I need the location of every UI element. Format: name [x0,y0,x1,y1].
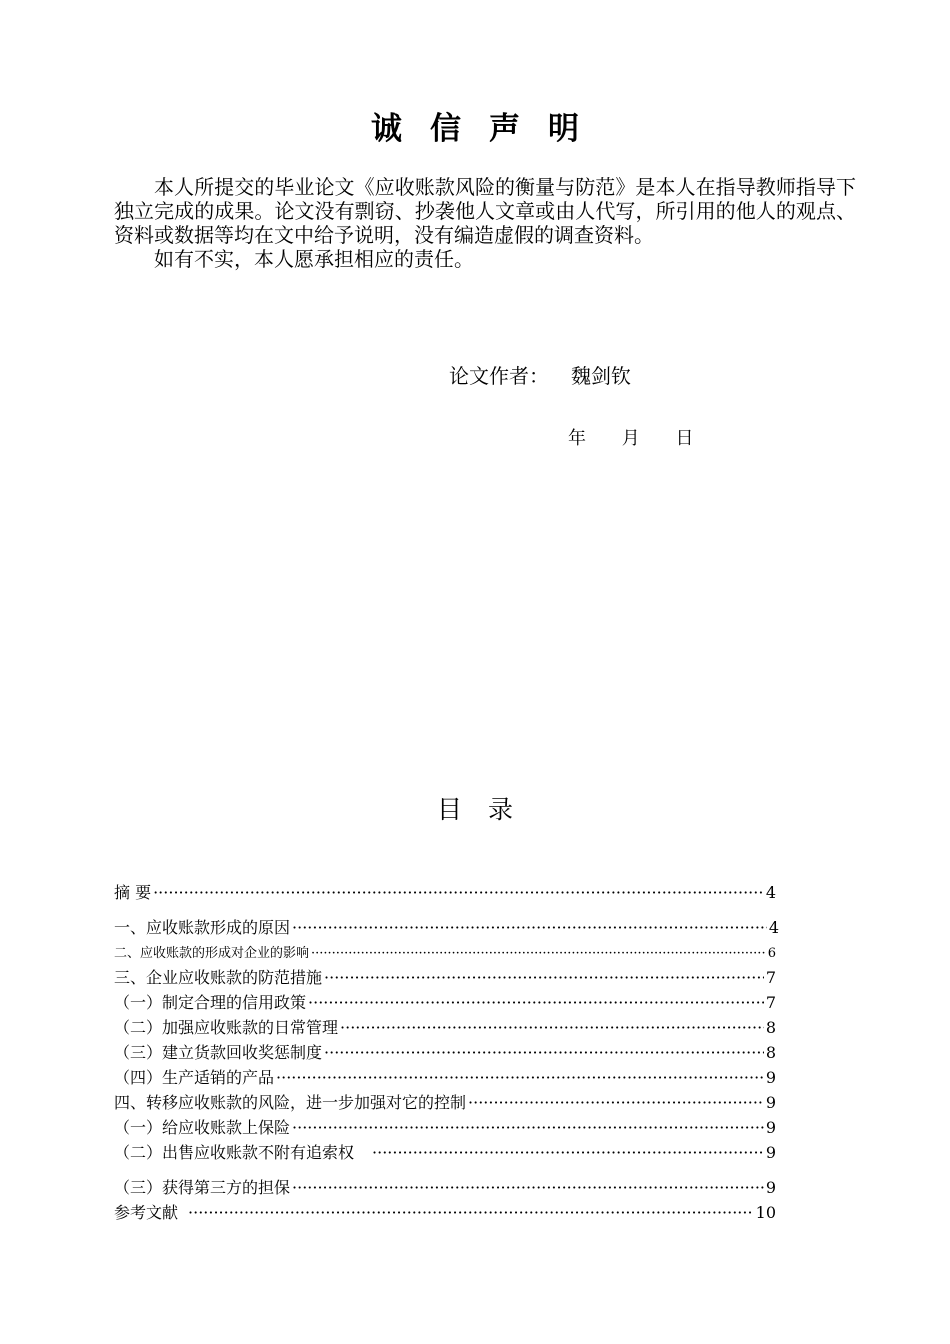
toc-entry-page: 8 [765,1018,776,1037]
author-name: 魏剑钦 [571,364,631,388]
toc-title: 目录 [436,795,539,824]
toc-leader-dots [308,993,764,1012]
toc-leader-dots [153,883,764,902]
toc-leader-dots [372,1143,764,1162]
toc-entry-label: （二）出售应收账款不附有追索权 [114,1143,355,1162]
toc-entry[interactable] [114,1090,776,1113]
toc-entry-label: 一、应收账款形成的原因 [114,918,291,937]
toc-entry-page: 8 [765,1043,776,1062]
toc-entry-page: 9 [765,1118,776,1137]
toc-entry-page: 7 [765,993,776,1012]
toc-entry[interactable] [114,1065,776,1088]
toc-entry[interactable] [114,1140,776,1163]
toc-entry-page: 4 [768,918,779,937]
toc-entry-label: 参考文献 [114,1203,179,1222]
toc-leader-dots [188,1203,754,1222]
toc-entry-label: （一）给应收账款上保险 [114,1118,291,1137]
toc-leader-dots [340,1018,764,1037]
toc-entry[interactable] [114,965,776,988]
toc-entry[interactable] [114,942,776,961]
toc-entry[interactable] [114,1115,776,1138]
toc-entry-page: 9 [765,1093,776,1112]
toc-entry-label: 二、应收账款的形成对企业的影响 [114,946,310,961]
toc-entry[interactable] [114,915,779,938]
toc-entry[interactable] [114,1015,776,1038]
declaration-paragraph: 如有不实，本人愿承担相应的责任。 [154,247,474,271]
toc-leader-dots [292,918,767,937]
toc-entry-label: （三）建立货款回收奖惩制度 [114,1043,323,1062]
toc-leader-dots [276,1068,764,1087]
toc-entry[interactable] [114,1175,776,1198]
declaration-paragraph: 本人所提交的毕业论文《应收账款风险的衡量与防范》是本人在指导教师指导下独立完成的成果。论文没有剽窃、抄袭他人文章或由人代写，所引用的他人的观点、资料或数据等均在文中给予说明，没有编造虚假的调查资料。 [114,175,856,247]
toc-leader-dots [468,1093,764,1112]
date-line: 年 月 日 [568,428,694,449]
toc-entry-label: （二）加强应收账款的日常管理 [114,1018,339,1037]
declaration-body [114,175,856,271]
toc-entry-page: 10 [755,1203,776,1222]
toc-entry-page: 9 [765,1143,776,1162]
toc-entry-label: （一）制定合理的信用政策 [114,993,307,1012]
toc-entry[interactable] [114,1040,776,1063]
toc-entry-label: （三）获得第三方的担保 [114,1178,291,1197]
toc-entry-label: （四）生产适销的产品 [114,1068,275,1087]
toc-entry-page: 9 [765,1068,776,1087]
declaration-title: 诚信声明 [371,111,607,147]
toc-entry-label: 四、转移应收账款的风险，进一步加强对它的控制 [114,1093,467,1112]
toc-leader-dots [292,1118,764,1137]
toc-entry-label: 摘 要 [114,883,152,902]
toc-entry-page: 9 [765,1178,776,1197]
toc-leader-dots [292,1178,764,1197]
toc-entry-page: 6 [767,946,776,961]
toc-entry[interactable] [114,1200,776,1223]
toc-entry-page: 7 [765,968,776,987]
author-label: 论文作者： [449,364,549,388]
toc-leader-dots [311,946,766,961]
toc-entry[interactable] [114,880,776,903]
toc-entry-page: 4 [765,883,776,902]
toc-leader-dots [324,968,764,987]
toc-leader-dots [324,1043,764,1062]
toc-entry-label: 三、企业应收账款的防范措施 [114,968,323,987]
toc-entry[interactable] [114,990,776,1013]
